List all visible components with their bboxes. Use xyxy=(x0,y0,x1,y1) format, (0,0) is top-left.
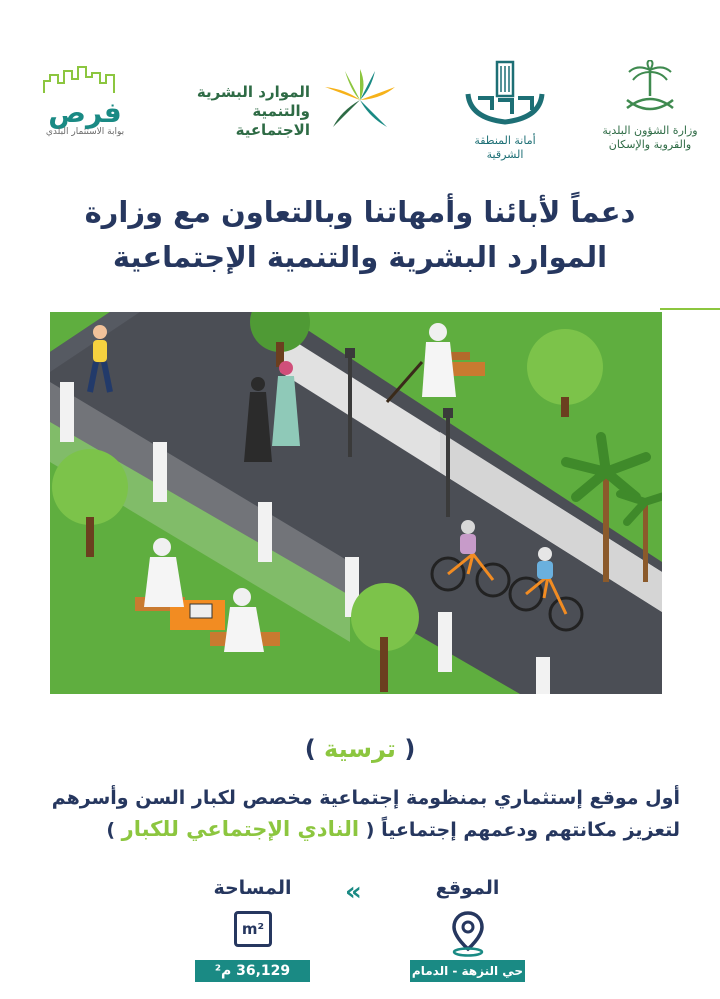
headline-line2: الموارد البشرية والتنمية الإجتماعية xyxy=(112,239,608,274)
tender-open-paren: ( xyxy=(404,735,416,763)
tree-left xyxy=(52,449,128,525)
tender-title xyxy=(0,735,720,763)
club-name-highlight: النادي الإجتماعي للكبار xyxy=(121,817,360,842)
description-line2 xyxy=(30,813,680,846)
site-info xyxy=(0,875,720,995)
headline xyxy=(40,190,680,280)
furas-tagline: بوابة الاستثمار البلدي xyxy=(45,127,125,137)
square-meter-icon: m² xyxy=(234,911,272,947)
hrsd-name-line2: والتنمية الاجتماعية xyxy=(235,101,310,139)
tree-top-right xyxy=(527,329,603,405)
furas-logo xyxy=(30,65,140,138)
project-description xyxy=(30,784,680,846)
ministry-name-line2: والقروية والإسكان xyxy=(608,137,692,151)
area-value: 36,129 م² xyxy=(195,960,310,982)
separator-chevrons: « xyxy=(345,877,362,907)
ministry-municipal-logo xyxy=(600,60,700,152)
park-walkway-scene xyxy=(50,312,662,694)
palm-swords-emblem-icon xyxy=(615,60,685,120)
ministry-name-line1: وزارة الشؤون البلدية xyxy=(602,124,698,137)
location-value: حي النزهة - الدمام xyxy=(410,960,525,982)
headline-line1: دعماً لأبائنا وأمهاتنا وبالتعاون مع وزارة xyxy=(84,195,636,229)
furas-brand: فرص xyxy=(48,96,122,129)
area-label: المساحة xyxy=(213,877,292,899)
description-line2-prefix: لتعزيز مكانتهم ودعمهم إجتماعياً ( xyxy=(365,819,680,842)
description-line2-suffix: ) xyxy=(106,819,115,842)
location-label: الموقع xyxy=(435,877,500,899)
amanah-calligraphy-emblem-icon xyxy=(460,60,550,130)
tender-close-paren: ) xyxy=(304,735,316,763)
hrsd-star-emblem-icon xyxy=(315,65,405,135)
location-pin-icon xyxy=(448,909,488,957)
park-illustration xyxy=(50,312,662,694)
city-skyline-icon xyxy=(40,65,130,95)
scene-accent-line xyxy=(660,308,720,310)
description-line1: أول موقع إستثماري بمنظومة إجتماعية مخصص لكبار السن وأسرهم xyxy=(51,787,680,809)
tender-word: ترسية xyxy=(324,735,396,763)
amanah-eastern-logo xyxy=(455,60,555,162)
hrsd-name-line1: الموارد البشرية xyxy=(196,83,310,101)
partner-logos xyxy=(0,50,720,160)
amanah-name: أمانة المنطقة الشرقية xyxy=(474,134,536,161)
